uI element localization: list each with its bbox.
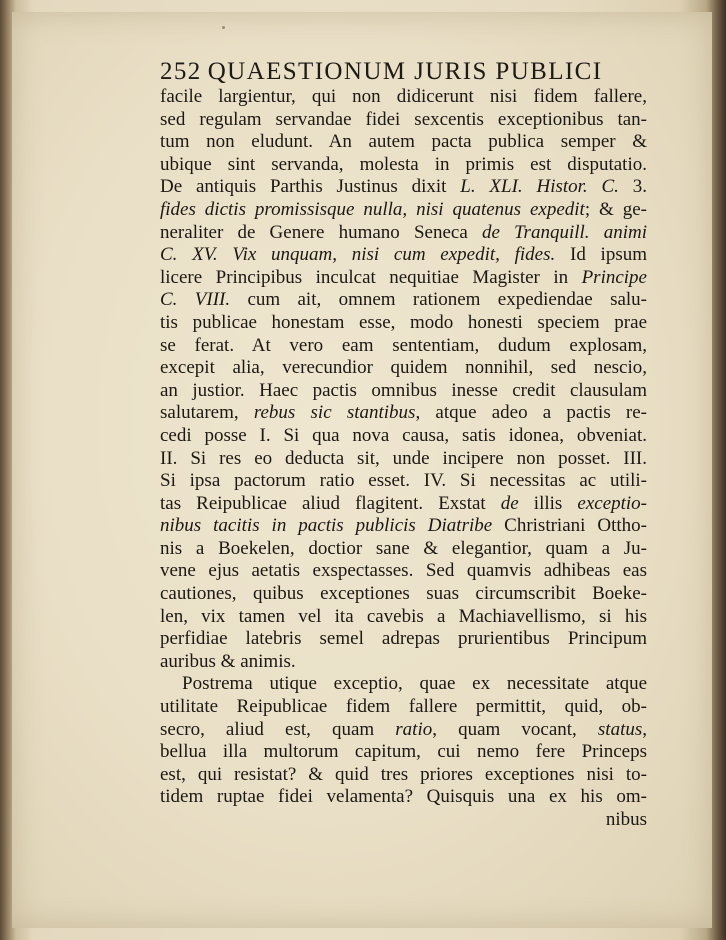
roman-text: nibus [605, 809, 647, 830]
text-line [160, 448, 647, 471]
roman-text: excepit alia, verecundior quidem nonnihil, sed nescio, [160, 357, 647, 379]
roman-text: II. Si res eo deducta sit, unde incipere non posset. III. [160, 447, 647, 469]
running-title: QUAESTIONUM JURIS PUBLICI [207, 58, 603, 85]
text-line [160, 109, 647, 132]
roman-text: ; & ge- [584, 198, 647, 220]
roman-text: tidem ruptae fidei velamenta? Quisquis una ex his om- [160, 786, 647, 808]
roman-text: sed regulam servandae fidei sexcentis exceptionibus tan- [160, 108, 647, 130]
text-line [160, 335, 647, 358]
roman-text: neraliter de Genere humano Seneca [160, 221, 482, 243]
text-line [160, 583, 647, 606]
text-line [160, 289, 647, 312]
roman-text: facile largientur, qui non didicerunt nisi fidem fallere, [160, 86, 647, 107]
text-line [160, 673, 647, 696]
roman-text: cum ait, omnem rationem expediendae salu- [230, 289, 647, 311]
text-line [160, 267, 647, 290]
roman-text: , quam vocant, [432, 718, 598, 740]
text-line [160, 786, 647, 809]
italic-text: Principe [581, 266, 647, 288]
text-line [160, 154, 647, 177]
roman-text: Si ipsa pactorum ratio esset. IV. Si necessitas ac utili- [160, 470, 647, 492]
roman-text: Postrema utique exceptio, quae ex necessitate atque [182, 673, 647, 695]
roman-text: Id ipsum [555, 244, 647, 266]
page-number: 252 [160, 58, 202, 85]
italic-text: ratio [395, 718, 433, 740]
roman-text: secro, aliud est, quam [160, 718, 396, 740]
text-line [160, 560, 647, 583]
roman-text: 3. [618, 176, 647, 198]
italic-text: L. XLI. Histor. C. [460, 176, 619, 198]
running-header [160, 58, 630, 86]
text-line [160, 628, 647, 651]
roman-text: len, vix tamen vel ita cavebis a Machiavellismo, si his [160, 605, 647, 627]
roman-text: Christriani Ottho- [492, 515, 647, 537]
roman-text: tis publicae honestam esse, modo honesti speciem prae [160, 311, 647, 333]
body-text [160, 86, 647, 832]
italic-text: status [597, 718, 643, 740]
roman-text: utilitate Reipublicae fidem fallere permittit, quid, ob- [160, 696, 647, 718]
roman-text: cedi posse I. Si qua nova causa, satis idonea, obveniat. [160, 424, 647, 446]
text-line [160, 741, 647, 764]
italic-text: de [500, 492, 519, 514]
text-line [160, 719, 647, 742]
roman-text: an justior. Haec pactis omnibus inesse credit clausulam [160, 379, 647, 401]
text-line [160, 131, 647, 154]
italic-text: nibus tacitis in pactis publicis Diatribe [160, 515, 493, 537]
text-line [160, 493, 647, 516]
italic-text: de Tranquill. animi [481, 221, 647, 243]
text-line [160, 402, 647, 425]
text-line [160, 380, 647, 403]
roman-text: licere Principibus inculcat nequitiae Magister in [160, 266, 582, 288]
roman-text: tas Reipublicae aliud flagitent. Exstat [160, 492, 501, 514]
text-line [160, 86, 647, 109]
paper-speck [222, 26, 225, 29]
roman-text: est, qui resistat? & quid tres priores exceptiones nisi to- [160, 763, 647, 785]
text-line [160, 651, 647, 674]
roman-text: illis [518, 492, 578, 514]
text-line [160, 425, 647, 448]
roman-text: ubique sint servanda, molesta in primis est disputatio. [160, 153, 647, 175]
text-line [160, 176, 647, 199]
roman-text: vene ejus aetatis exspectasses. Sed quamvis adhibeas eas [160, 560, 647, 582]
roman-text: cautiones, quibus exceptiones suas circumscribit Boeke- [160, 583, 647, 605]
roman-text: bellua illa multorum capitum, cui nemo fere Princeps [160, 741, 647, 763]
text-line [160, 470, 647, 493]
text-line [160, 696, 647, 719]
roman-text: tum non eludunt. An autem pacta publica semper & [160, 131, 647, 153]
roman-text: salutarem, [160, 402, 254, 424]
italic-text: rebus sic stantibus [253, 402, 416, 424]
roman-text: , atque adeo a pactis re- [415, 402, 648, 424]
text-line [160, 244, 647, 267]
text-line [160, 222, 647, 245]
text-line [160, 357, 647, 380]
roman-text: , [642, 718, 647, 740]
text-line [160, 199, 647, 222]
text-line [160, 606, 647, 629]
text-line [160, 515, 647, 538]
text-line [160, 764, 647, 787]
italic-text: C. VIII. [160, 289, 231, 311]
text-line [160, 809, 647, 832]
roman-text: auribus & animis. [160, 650, 296, 672]
roman-text: nis a Boekelen, doctior sane & elegantior, quam a Ju- [160, 537, 647, 559]
text-line [160, 538, 647, 561]
roman-text: De antiquis Parthis Justinus dixit [160, 176, 461, 198]
text-line [160, 312, 647, 335]
roman-text: perfidiae latebris semel adrepas prurientibus Principum [160, 628, 647, 650]
italic-text: C. XV. Vix unquam, nisi cum expedit, fides. [160, 244, 556, 266]
italic-text: fides dictis promissisque nulla, nisi quatenus expedit [160, 198, 585, 220]
italic-text: exceptio- [577, 492, 648, 514]
roman-text: se ferat. At vero eam sententiam, dudum explosam, [160, 334, 647, 356]
